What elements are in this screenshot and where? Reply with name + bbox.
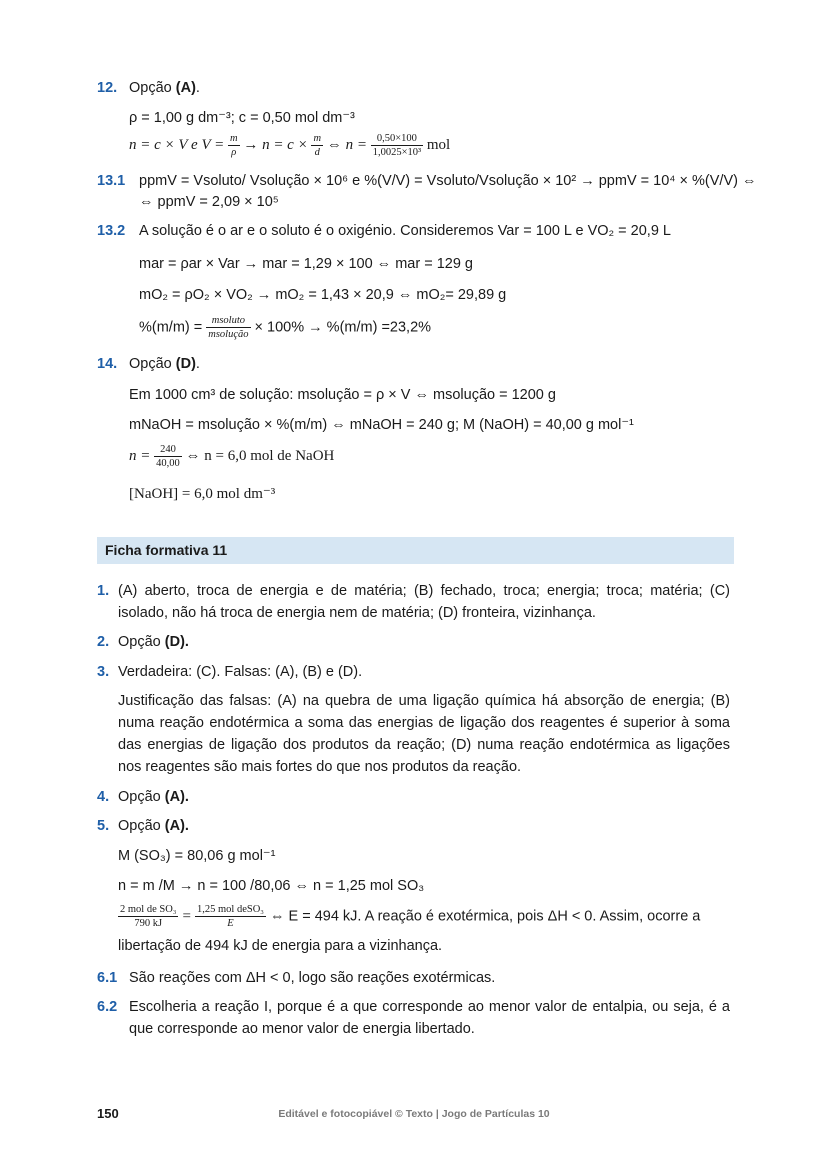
fraction [206, 314, 250, 341]
item-f5-line-2: n = m /M → n = 100 /80,06 ⇔ n = 1,25 mol SO₃ [118, 878, 425, 894]
item-f4-heading [118, 789, 189, 805]
item-number: 6.1 [97, 970, 118, 986]
item-number: 14. [97, 356, 118, 372]
item-number: 12. [97, 80, 118, 96]
fraction [228, 132, 240, 159]
fraction-numerator: 1,25 mol deSO₃ [196, 904, 264, 915]
equation-part: n = c × V e V = [129, 136, 225, 153]
item-number: 5. [97, 818, 110, 834]
equation-part: ⇔ E = 494 kJ. A reação é exotérmica, pois ΔH < 0. Assim, ocorre a [269, 908, 701, 925]
fraction-denominator: ρ [231, 147, 237, 158]
item-f5-line-1: M (SO₃) = 80,06 g mol⁻¹ [118, 848, 276, 864]
fraction-numerator: 240 [154, 443, 182, 457]
section-title: Ficha formativa 11 [105, 542, 228, 558]
page-number: 150 [97, 1106, 119, 1121]
option-label: Opção [129, 356, 172, 372]
item-f3-line-1: Verdadeira: (C). Falsas: (A), (B) e (D). [118, 664, 363, 680]
item-f6-1-text: São reações com ΔH < 0, logo são reações exotérmicas. [129, 970, 496, 986]
item-12-line-1: ρ = 1,00 g dm⁻³; c = 0,50 mol dm⁻³ [129, 110, 355, 126]
item-number: 13.1 [97, 173, 126, 189]
equation-part: → n = c × [243, 136, 308, 153]
item-12-heading: Opção (A). [129, 80, 200, 96]
equation-part: n = [129, 447, 151, 464]
fraction-numerator: 0,50×100 [371, 132, 423, 146]
option-letter: (D) [175, 356, 196, 372]
item-f3-justification: Justificação das falsas: (A) na quebra de uma ligação química há absorção de energia; (B) numa reação endotérmica a soma das energias de ligação dos reagentes é superior à soma das energias de ligação dos produtos da reação; (D) numa reação endotérmica as ligações nos reagentes são mais fortes do que nos produtos da reação. [118, 693, 730, 775]
section-header [97, 537, 734, 564]
fraction-numerator: m [229, 133, 238, 144]
item-14-line-3 [129, 443, 334, 470]
fraction-denominator: msolução [208, 329, 249, 340]
item-number: 4. [97, 789, 110, 805]
item-14-line-2: mNaOH = msolução × %(m/m) ⇔ mNaOH = 240 g; M (NaOH) = 40,00 g mol⁻¹ [129, 417, 634, 433]
fraction-denominator: 1,0025×10³ [372, 147, 422, 158]
item-f5-heading [118, 818, 189, 834]
item-number: 1. [97, 583, 110, 599]
fraction-numerator: msoluto [206, 314, 250, 328]
item-14-line-4: [NaOH] = 6,0 mol dm⁻³ [129, 486, 276, 502]
fraction-denominator: 40,00 [156, 458, 180, 469]
fraction [118, 903, 178, 930]
fraction-numerator: 2 mol de SO₃ [120, 904, 177, 915]
item-f5-line-3: $\frac{\text{2 mol de SO₃}}{790 kJ}$ = $\frac{\text{1,25 mol deSO₃}}{E}$ ⇔ E = 494 kJ. A reação é exotérmica, pois ΔH < 0. Assim, ocorre a [120, 904, 701, 929]
option-letter: (A). [164, 818, 189, 834]
item-f6-2-text: Escolheria a reação I, porque é a que corresponde ao menor valor de entalpia, ou seja, é a que corresponde ao menor valor de energia libertado. [129, 999, 730, 1037]
fraction-denominator: 790 kJ [134, 918, 163, 929]
equation-part: ⇔ n = [326, 136, 367, 153]
equation-part: ⇔ n = 6,0 mol de NaOH [185, 447, 335, 464]
fraction [154, 443, 182, 470]
fraction [195, 903, 266, 930]
footer-credit: Editável e fotocopiável © Texto | Jogo de Partículas 10 [278, 1108, 550, 1120]
item-number: 2. [97, 634, 110, 650]
item-number: 13.2 [97, 223, 126, 239]
item-number: 6.2 [97, 999, 118, 1015]
unit: mol [426, 136, 451, 153]
fraction-denominator: d [314, 147, 320, 158]
option-label: Opção [129, 80, 172, 96]
item-f2-heading [118, 634, 189, 650]
item-13-1-line-2: ⇔ ppmV = 2,09 × 10⁵ [139, 194, 279, 210]
item-13-2-line-3: mO₂ = ρO₂ × VO₂ → mO₂ = 1,43 × 20,9 ⇔ mO₂= 29,89 g [139, 287, 507, 303]
item-f1-text: (A) aberto, troca de energia e de matéria; (B) fechado, troca; energia; troca; matéria; (C) isolado, não há troca de energia nem de matéria; (D) fronteira, vizinhança. [118, 583, 730, 621]
equation-part: %(m/m) = [139, 319, 203, 336]
fraction [311, 132, 323, 159]
item-f5-line-4: libertação de 494 kJ de energia para a vizinhança. [118, 938, 443, 954]
item-13-2-line-4 [139, 314, 431, 341]
fraction [371, 132, 423, 159]
option-label: Opção [118, 818, 161, 834]
option-letter: (A). [164, 789, 189, 805]
fraction-numerator: m [313, 133, 322, 144]
item-13-2-line-1: A solução é o ar e o soluto é o oxigénio. Consideremos Var = 100 L e VO₂ = 20,9 L [139, 223, 671, 239]
option-letter: (A) [175, 80, 196, 96]
item-12-equation [129, 132, 450, 159]
item-14-heading: Opção (D). [129, 356, 200, 372]
option-letter: (D). [164, 634, 189, 650]
option-label: Opção [118, 789, 161, 805]
option-label: Opção [118, 634, 161, 650]
equation-part: × 100% → %(m/m) =23,2% [254, 319, 432, 336]
item-13-1-line-1: ppmV = Vsoluto/ Vsolução × 10⁶ e %(V/V) = Vsoluto/Vsolução × 10² → ppmV = 10⁴ × %(V/V) ⇔ [139, 173, 757, 189]
fraction-denominator: E [227, 918, 234, 929]
item-13-2-line-2: mar = ρar × Var → mar = 1,29 × 100 ⇔ mar = 129 g [139, 256, 473, 272]
item-number: 3. [97, 664, 110, 680]
item-14-line-1: Em 1000 cm³ de solução: msolução = ρ × V ⇔ msolução = 1200 g [129, 387, 556, 403]
